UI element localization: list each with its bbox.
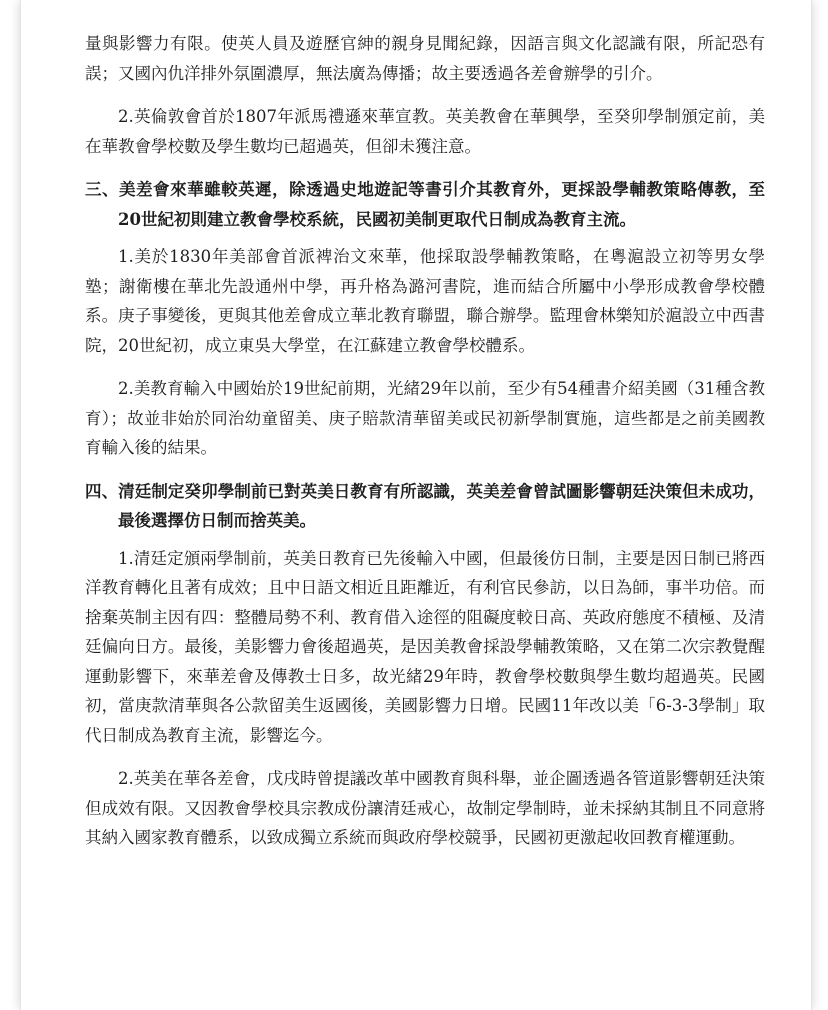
document-body	[85, 29, 765, 853]
paragraph-3-1: 1.美於1830年美部會首派裨治文來華，他採取設學輔教策略，在粵滬設立初等男女學塾；謝衛樓在華北先設通州中學，再升格為潞河書院，進而結合所屬中小學形成教會學校體系。庚子事變後，更與其他差會成立華北教育聯盟，聯合辦學。監理會林樂知於滬設立中西書院，20世紀初，成立東吳大學堂，在江蘇建立教會學校體系。	[85, 247, 765, 355]
paragraph-4-2: 2.英美在華各差會，戊戌時曾提議改革中國教育與科舉，並企圖透過各管道影響朝廷決策但成效有限。又因教會學校具宗教成份讓清廷戒心，故制定學制時，並未採納其制且不同意將其納入國家教育體系，以致成獨立系統而與政府學校競爭，民國初更激起收回教育權運動。	[85, 769, 765, 847]
section-heading-3: 三、美差會來華雖較英遲，除透過史地遊記等書引介其教育外，更採設學輔教策略傳教，至20世紀初則建立教會學校系統，民國初美制更取代日制成為教育主流。	[85, 180, 765, 229]
document-page	[20, 0, 812, 1010]
paragraph-2-1: 2.英倫敦會首於1807年派馬禮遜來華宣教。英美教會在華興學，至癸卯學制頒定前，美在華教會學校數及學生數均已超過英，但卻未獲注意。	[85, 107, 765, 156]
paragraph-4-1: 1.清廷定頒兩學制前，英美日教育已先後輸入中國，但最後仿日制，主要是因日制已將西洋教育轉化且著有成效；且中日語文相近且距離近，有利官民參訪，以日為師，事半功倍。而捨棄英制主因有四：整體局勢不利、教育借入途徑的阻礙度較日高、英政府態度不積極、及清廷偏向日方。最後，美影響力會後超過英，是因美教會採設學輔教策略，又在第二次宗教覺醒運動影響下，來華差會及傳教士日多，故光緒29年時，教會學校數與學生數均超過英。民國初，當庚款清華與各公款留美生返國後，美國影響力日增。民國11年改以美「6-3-3學制」取代日制成為教育主流，影響迄今。	[85, 548, 765, 745]
section-heading-4: 四、清廷制定癸卯學制前已對英美日教育有所認識，英美差會曾試圖影響朝廷決策但未成功，最後選擇仿日制而捨英美。	[85, 481, 765, 530]
intro-continuation-paragraph: 量與影響力有限。使英人員及遊歷官紳的親身見聞紀錄，因語言與文化認識有限，所記恐有誤；又國內仇洋排外氛圍濃厚，無法廣為傳播；故主要透過各差會辦學的引介。	[85, 34, 765, 83]
paragraph-3-2: 2.美教育輸入中國始於19世紀前期，光緒29年以前，至少有54種書介紹美國（31種含教育）；故並非始於同治幼童留美、庚子賠款清華留美或民初新學制實施，這些都是之前美國教育輸入後的結果。	[85, 379, 765, 457]
